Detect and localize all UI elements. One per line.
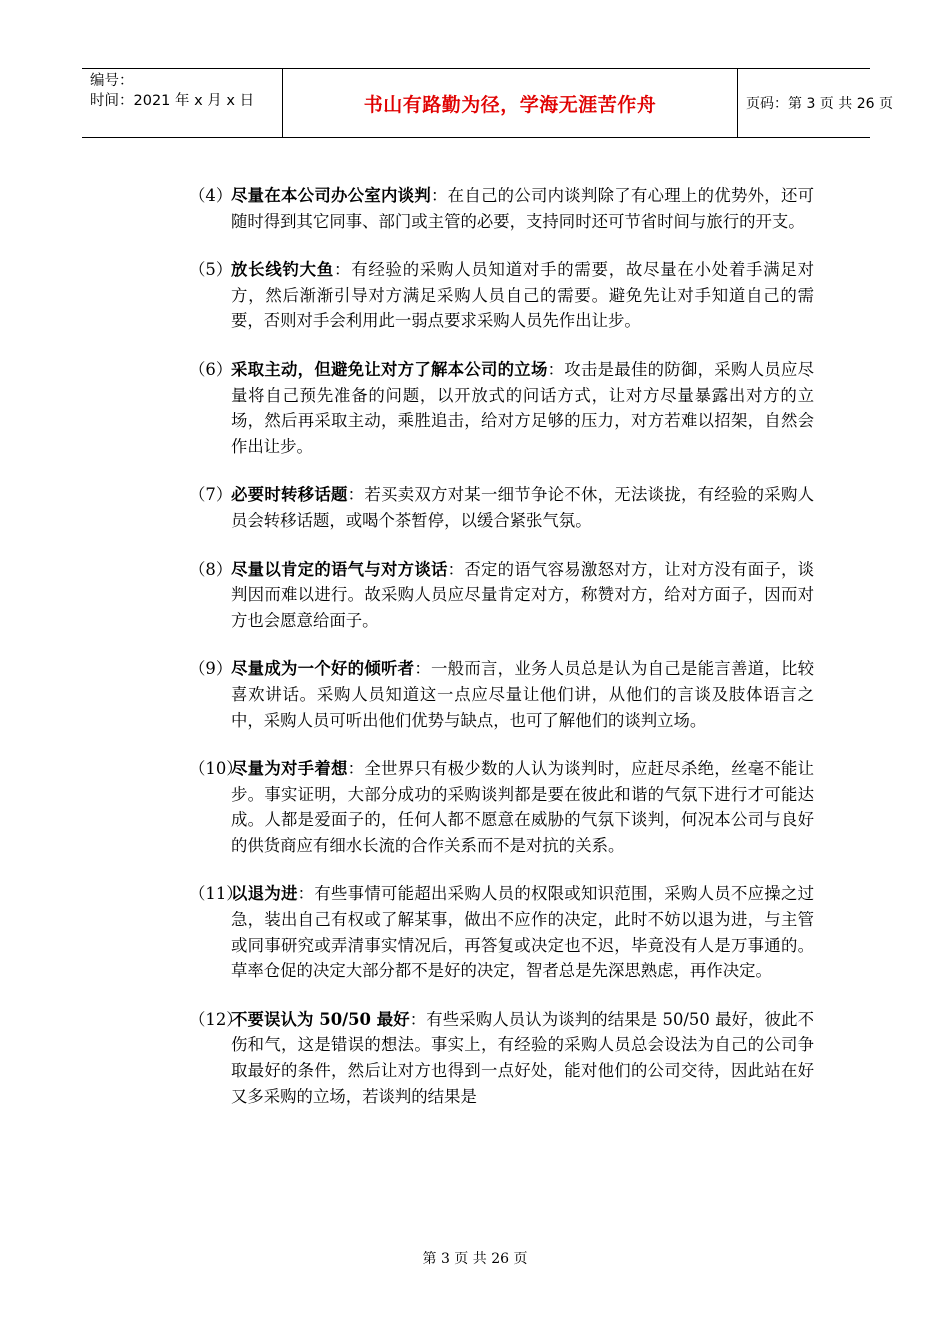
item-text: ：若买卖双方对某一细节争论不休，无法谈拢，有经验的采购人员会转移话题，或喝个茶暂停，以缓合紧张气氛。 <box>231 485 814 530</box>
date-line: 时间：2021 年 x 月 x 日 <box>90 93 255 109</box>
item-text: ：有经验的采购人员知道对手的需要，故尽量在小处着手满足对方，然后渐渐引导对方满足采购人员自己的需要。避免先让对手知道自己的需要，否则对手会利用此一弱点要求采购人员先作出让步。 <box>231 260 815 331</box>
item-text: ：攻击是最佳的防御，采购人员应尽量将自己预先准备的问题，以开放式的问话方式，让对方尽量暴露出对方的立场，然后再采取主动，乘胜追击，给对方足够的压力，对方若难以招架，自然会作出让步。 <box>231 359 815 456</box>
item-number: （10） <box>189 759 243 779</box>
item-title: 尽量以肯定的语气与对方谈话 <box>231 559 448 579</box>
header-page-info: 页码：第 3 页 共 26 页 <box>746 96 893 112</box>
item-text: ：有些采购人员认为谈判的结果是 50/50 最好，彼此不伤和气，这是错误的想法。事实上，有经验的采购人员总会设法为自己的公司争取最好的条件，然后让对方也得到一点好处，能对他们的公司交待，因此站在好又多采购的立场，若谈判的结果是 <box>231 1009 814 1106</box>
item-number: （9） <box>189 659 233 679</box>
item-number: （8） <box>189 559 233 579</box>
item-number: （11） <box>189 884 243 904</box>
item-number: （4） <box>189 186 233 205</box>
document-body <box>189 183 814 1132</box>
serial-label: 编号： <box>90 73 134 89</box>
item-title: 必要时转移话题 <box>231 485 348 505</box>
list-item <box>189 656 814 733</box>
item-number: （5） <box>189 260 233 280</box>
item-text: ：在自己的公司内谈判除了有心理上的优势外，还可随时得到其它同事、部门或主管的必要，支持同时还可节省时间与旅行的开支。 <box>231 186 815 231</box>
list-item <box>189 183 814 234</box>
list-item <box>189 557 814 634</box>
list-item <box>189 881 814 983</box>
item-title: 放长线钓大鱼 <box>231 260 335 280</box>
header-meta-cell <box>82 69 283 137</box>
item-number: （12） <box>189 1009 243 1029</box>
item-text: ：否定的语气容易激怒对方，让对方没有面子，谈判因而难以进行。故采购人员应尽量肯定对方，称赞对方，给对方面子，因而对方也会愿意给面子。 <box>231 559 815 630</box>
item-title: 采取主动，但避免让对方了解本公司的立场 <box>231 359 548 379</box>
item-text: ：全世界只有极少数的人认为谈判时，应赶尽杀绝，丝毫不能让步。事实证明，大部分成功的采购谈判都是要在彼此和谐的气氛下进行才可能达成。人都是爱面子的，任何人都不愿意在威胁的气氛下谈判，何况本公司与良好的供货商应有细水长流的合作关系而不是对抗的关系。 <box>231 759 814 855</box>
list-item <box>189 482 814 533</box>
page-header <box>82 68 893 138</box>
item-text: ：一般而言，业务人员总是认为自己是能言善道，比较喜欢讲话。采购人员知道这一点应尽量让他们讲，从他们的言谈及肢体语言之中，采购人员可听出他们优势与缺点，也可了解他们的谈判立场。 <box>231 659 815 730</box>
list-item <box>189 756 814 858</box>
list-item <box>189 357 814 459</box>
item-title: 尽量在本公司办公室内谈判 <box>231 186 431 205</box>
page-footer: 第 3 页 共 26 页 <box>422 1251 528 1267</box>
list-item <box>189 257 814 334</box>
item-title: 尽量为对手着想 <box>231 759 348 779</box>
item-number: （7） <box>189 485 233 505</box>
item-text: ：有些事情可能超出采购人员的权限或知识范围，采购人员不应操之过急，装出自己有权或了解某事，做出不应作的决定，此时不妨以退为进，与主管或同事研究或弄清事实情况后，再答复或决定也不迟，毕竟没有人是万事通的。草率仓促的决定大部分都不是好的决定，智者总是先深思熟虑，再作决定。 <box>231 884 815 981</box>
list-item <box>189 1007 814 1109</box>
item-title: 不要误认为 50/50 最好 <box>231 1009 410 1029</box>
item-number: （6） <box>189 359 233 379</box>
item-title: 尽量成为一个好的倾听者 <box>231 659 415 679</box>
header-motto: 书山有路勤为径，学海无涯苦作舟 <box>283 69 738 137</box>
item-title: 以退为进 <box>231 884 298 904</box>
